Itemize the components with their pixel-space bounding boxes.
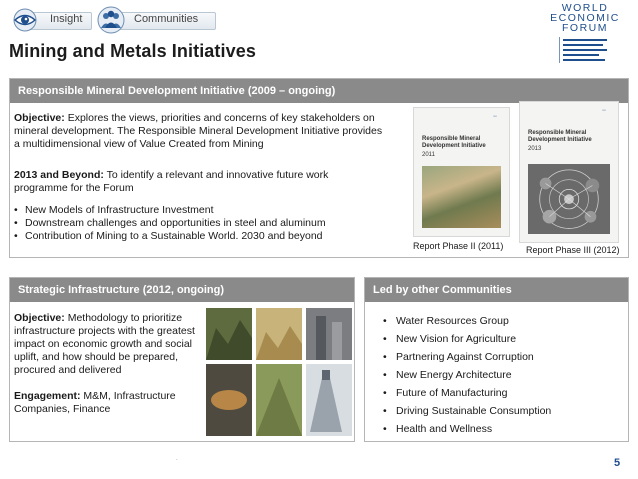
report-year: 2011 <box>422 152 435 158</box>
list-item: • Water Resources Group <box>383 312 623 330</box>
rmdi-panel <box>9 78 629 258</box>
page-number: 5 <box>614 457 621 469</box>
rmdi-body <box>14 112 384 243</box>
rmdi-header: Responsible Mineral Development Initiative (2009 – ongoing) <box>10 79 628 103</box>
page-title: Mining and Metals Initiatives <box>9 41 256 61</box>
report-title: Responsible Mineral Development Initiative <box>528 130 592 143</box>
list-item: • New Energy Architecture <box>383 366 623 384</box>
infrastructure-panel <box>9 277 355 442</box>
eye-icon <box>10 8 40 32</box>
rmdi-objective <box>14 112 384 151</box>
rmdi-beyond <box>14 169 384 195</box>
tab-communities[interactable] <box>96 6 216 32</box>
rmdi-beyond-label: 2013 and Beyond: <box>14 169 104 181</box>
report-cover-image <box>528 164 610 234</box>
wef-logo <box>538 3 632 70</box>
infrastructure-engagement-label: Engagement: <box>14 390 81 402</box>
infrastructure-engagement-text: M&M, Infrastructure Companies, Finance <box>14 390 176 415</box>
footer-dot: . <box>176 456 178 462</box>
communities-list <box>383 312 623 438</box>
report-cover-phase-ii[interactable] <box>413 107 510 237</box>
report-wef-mark: ▭ <box>493 114 497 118</box>
rmdi-objective-text: Explores the views, priorities and concerns of key stakeholders on mineral development. The Responsible Mineral Development Initiative provides a multidimensional view of Value Created from Mining <box>14 112 383 150</box>
rmdi-beyond-text: To identify a relevant and innovative future work programme for the Forum <box>14 169 329 194</box>
list-item: • Downstream challenges and opportunities in steel and aluminum <box>14 217 384 230</box>
tab-insight[interactable] <box>6 6 92 32</box>
logo-line-forum: FORUM <box>562 22 608 34</box>
rmdi-objective-label: Objective: <box>14 112 65 124</box>
report-title: Responsible Mineral Development Initiative <box>422 136 486 149</box>
infrastructure-objective-text: Methodology to prioritize infrastructure projects with the greatest impact on economic growth and social uplift, and how should be prepared, procured and delivered <box>14 312 195 376</box>
logo-tagline-mark <box>559 35 611 65</box>
infrastructure-objective <box>14 312 204 377</box>
logo-line-economic: ECONOMIC <box>550 12 620 24</box>
tab-communities-label: Communities <box>134 13 199 25</box>
list-item: • Health and Wellness <box>383 420 623 438</box>
report-caption-phase-ii: Report Phase II (2011) <box>413 241 504 251</box>
top-nav <box>6 4 216 34</box>
infrastructure-header: Strategic Infrastructure (2012, ongoing) <box>10 278 354 302</box>
list-item: • New Vision for Agriculture <box>383 330 623 348</box>
list-item: • Partnering Against Corruption <box>383 348 623 366</box>
report-caption-phase-iii: Report Phase III (2012) <box>526 245 620 255</box>
communities-header: Led by other Communities <box>365 278 628 302</box>
infrastructure-engagement <box>14 390 204 416</box>
report-wef-mark: ▭ <box>602 108 606 112</box>
report-year: 2013 <box>528 146 542 152</box>
logo-line-world: WORLD <box>561 2 609 14</box>
infrastructure-objective-label: Objective: <box>14 312 65 324</box>
report-cover-image <box>422 166 501 228</box>
list-item: • New Models of Infrastructure Investment <box>14 204 384 217</box>
communities-panel <box>364 277 629 442</box>
rmdi-bullets <box>14 204 384 243</box>
tab-insight-label: Insight <box>50 13 83 25</box>
list-item: • Contribution of Mining to a Sustainable World. 2030 and beyond <box>14 230 384 243</box>
list-item: • Future of Manufacturing <box>383 384 623 402</box>
report-cover-phase-iii[interactable] <box>519 101 619 243</box>
people-icon <box>96 6 126 34</box>
list-item: • Driving Sustainable Consumption <box>383 402 623 420</box>
infrastructure-body <box>14 312 204 416</box>
infrastructure-photo-collage <box>206 308 352 436</box>
